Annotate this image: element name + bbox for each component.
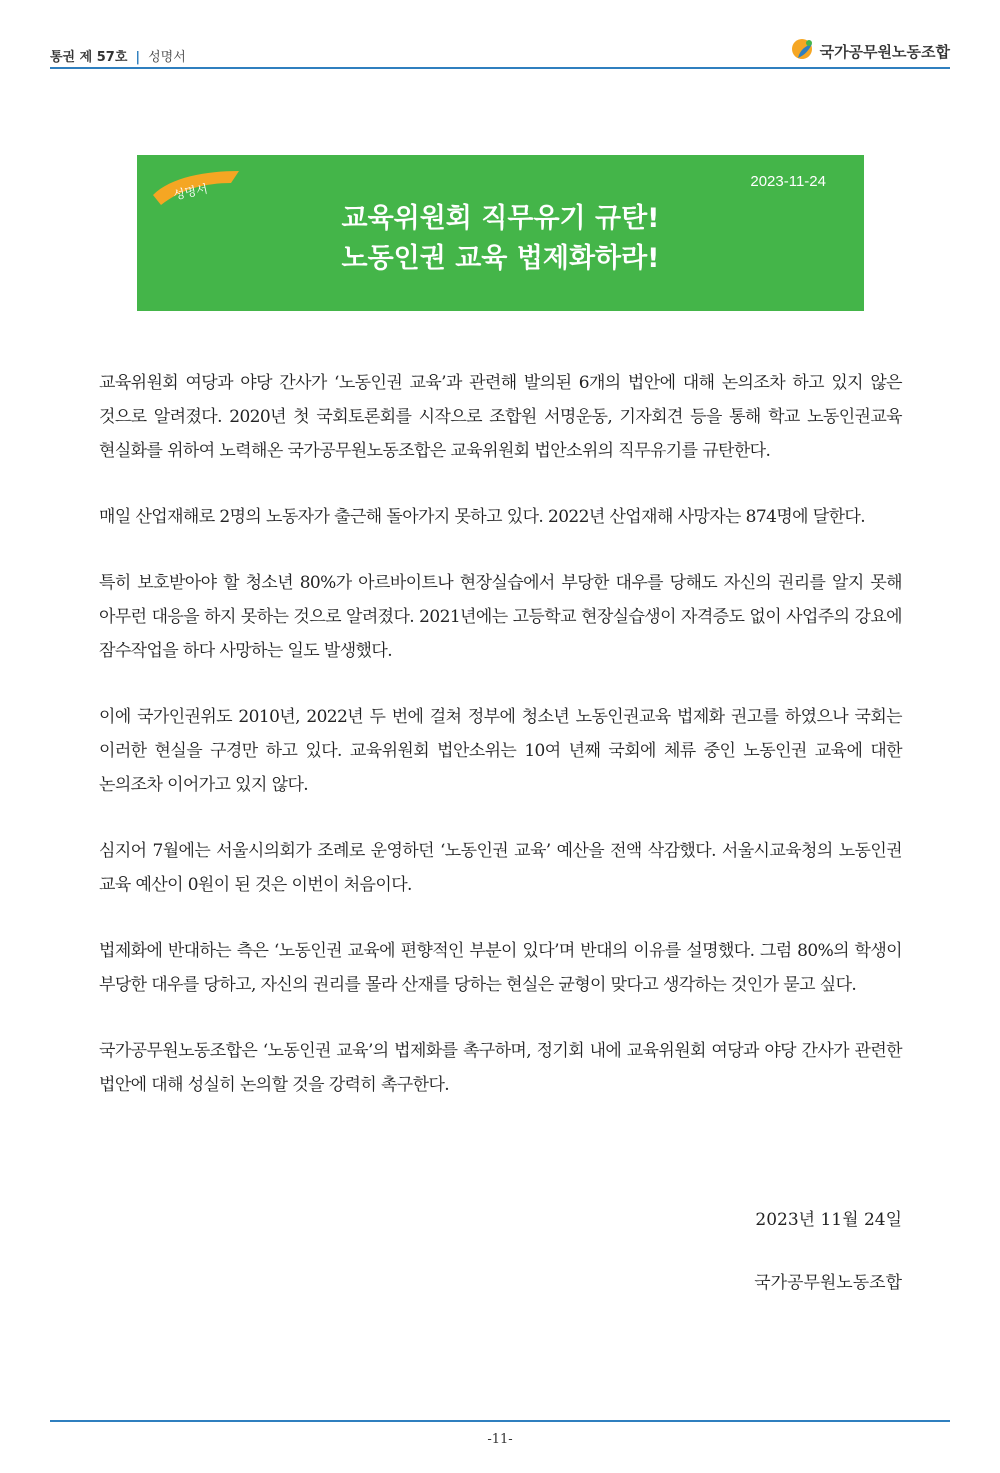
banner-date: 2023-11-24 bbox=[750, 173, 826, 190]
footer-divider bbox=[50, 1420, 950, 1422]
page-header bbox=[50, 40, 950, 70]
paragraph: 특히 보호받아야 할 청소년 80%가 아르바이트나 현장실습에서 부당한 대우를 당해도 자신의 권리를 알지 못해 아무런 대응을 하지 못하는 것으로 알려졌다. 2021년에는 고등학교 현장실습생이 자격증도 없이 사업주의 강요에 잠수작업을 하다 사망하는 일도 발생했다. bbox=[99, 573, 902, 661]
paragraph: 국가공무원노동조합은 ‘노동인권 교육’의 법제화를 촉구하며, 정기회 내에 교육위원회 여당과 야당 간사가 관련한 법안에 대해 성실히 논의할 것을 강력히 촉구한다. bbox=[99, 1041, 902, 1095]
title-line-1: 교육위원회 직무유기 규탄! bbox=[341, 203, 660, 234]
section-name: 성명서 bbox=[148, 50, 186, 65]
page-number: -11- bbox=[487, 1432, 513, 1447]
header-separator: | bbox=[135, 50, 141, 65]
union-logo-icon bbox=[790, 36, 816, 66]
statement-tag-label: 성명서 bbox=[172, 181, 209, 203]
union-logo-text: 국가공무원노동조합 bbox=[819, 42, 950, 61]
statement-body bbox=[99, 366, 902, 1134]
paragraph: 법제화에 반대하는 측은 ‘노동인권 교육에 편향적인 부분이 있다’며 반대의 이유를 설명했다. 그럼 80%의 학생이 부당한 대우를 당하고, 자신의 권리를 몰라 산재를 당하는 현실은 균형이 맞다고 생각하는 것인가 묻고 싶다. bbox=[99, 941, 902, 995]
statement-banner bbox=[137, 155, 864, 311]
paragraph: 심지어 7월에는 서울시의회가 조례로 운영하던 ‘노동인권 교육’ 예산을 전액 삭감했다. 서울시교육청의 노동인권 교육 예산이 0원이 된 것은 이번이 처음이다. bbox=[99, 841, 902, 895]
signature-date: 2023년 11월 24일 bbox=[755, 1210, 902, 1230]
signature-org: 국가공무원노동조합 bbox=[754, 1273, 902, 1293]
paragraph: 이에 국가인권위도 2010년, 2022년 두 번에 걸쳐 정부에 청소년 노동인권교육 법제화 권고를 하였으나 국회는 이러한 현실을 구경만 하고 있다. 교육위원회 법안소위는 10여 년째 국회에 체류 중인 노동인권 교육에 대한 논의조차 이어가고 있지 않다. bbox=[99, 707, 902, 795]
title-line-2: 노동인권 교육 법제화하라! bbox=[341, 243, 660, 274]
paragraph: 교육위원회 여당과 야당 간사가 ‘노동인권 교육’과 관련해 발의된 6개의 법안에 대해 논의조차 하고 있지 않은 것으로 알려졌다. 2020년 첫 국회토론회를 시작으로 조합원 서명운동, 기자회견 등을 통해 학교 노동인권교육 현실화를 위하여 노력해온 국가공무원노동조합은 교육위원회 법안소위의 직무유기를 규탄한다. bbox=[99, 373, 902, 461]
issue-number: 통권 제 57호 bbox=[50, 50, 128, 65]
header-divider bbox=[50, 67, 950, 69]
paragraph: 매일 산업재해로 2명의 노동자가 출근해 돌아가지 못하고 있다. 2022년 산업재해 사망자는 874명에 달한다. bbox=[99, 507, 866, 527]
union-logo bbox=[790, 36, 950, 66]
banner-title bbox=[137, 199, 864, 279]
issue-label bbox=[50, 46, 186, 65]
